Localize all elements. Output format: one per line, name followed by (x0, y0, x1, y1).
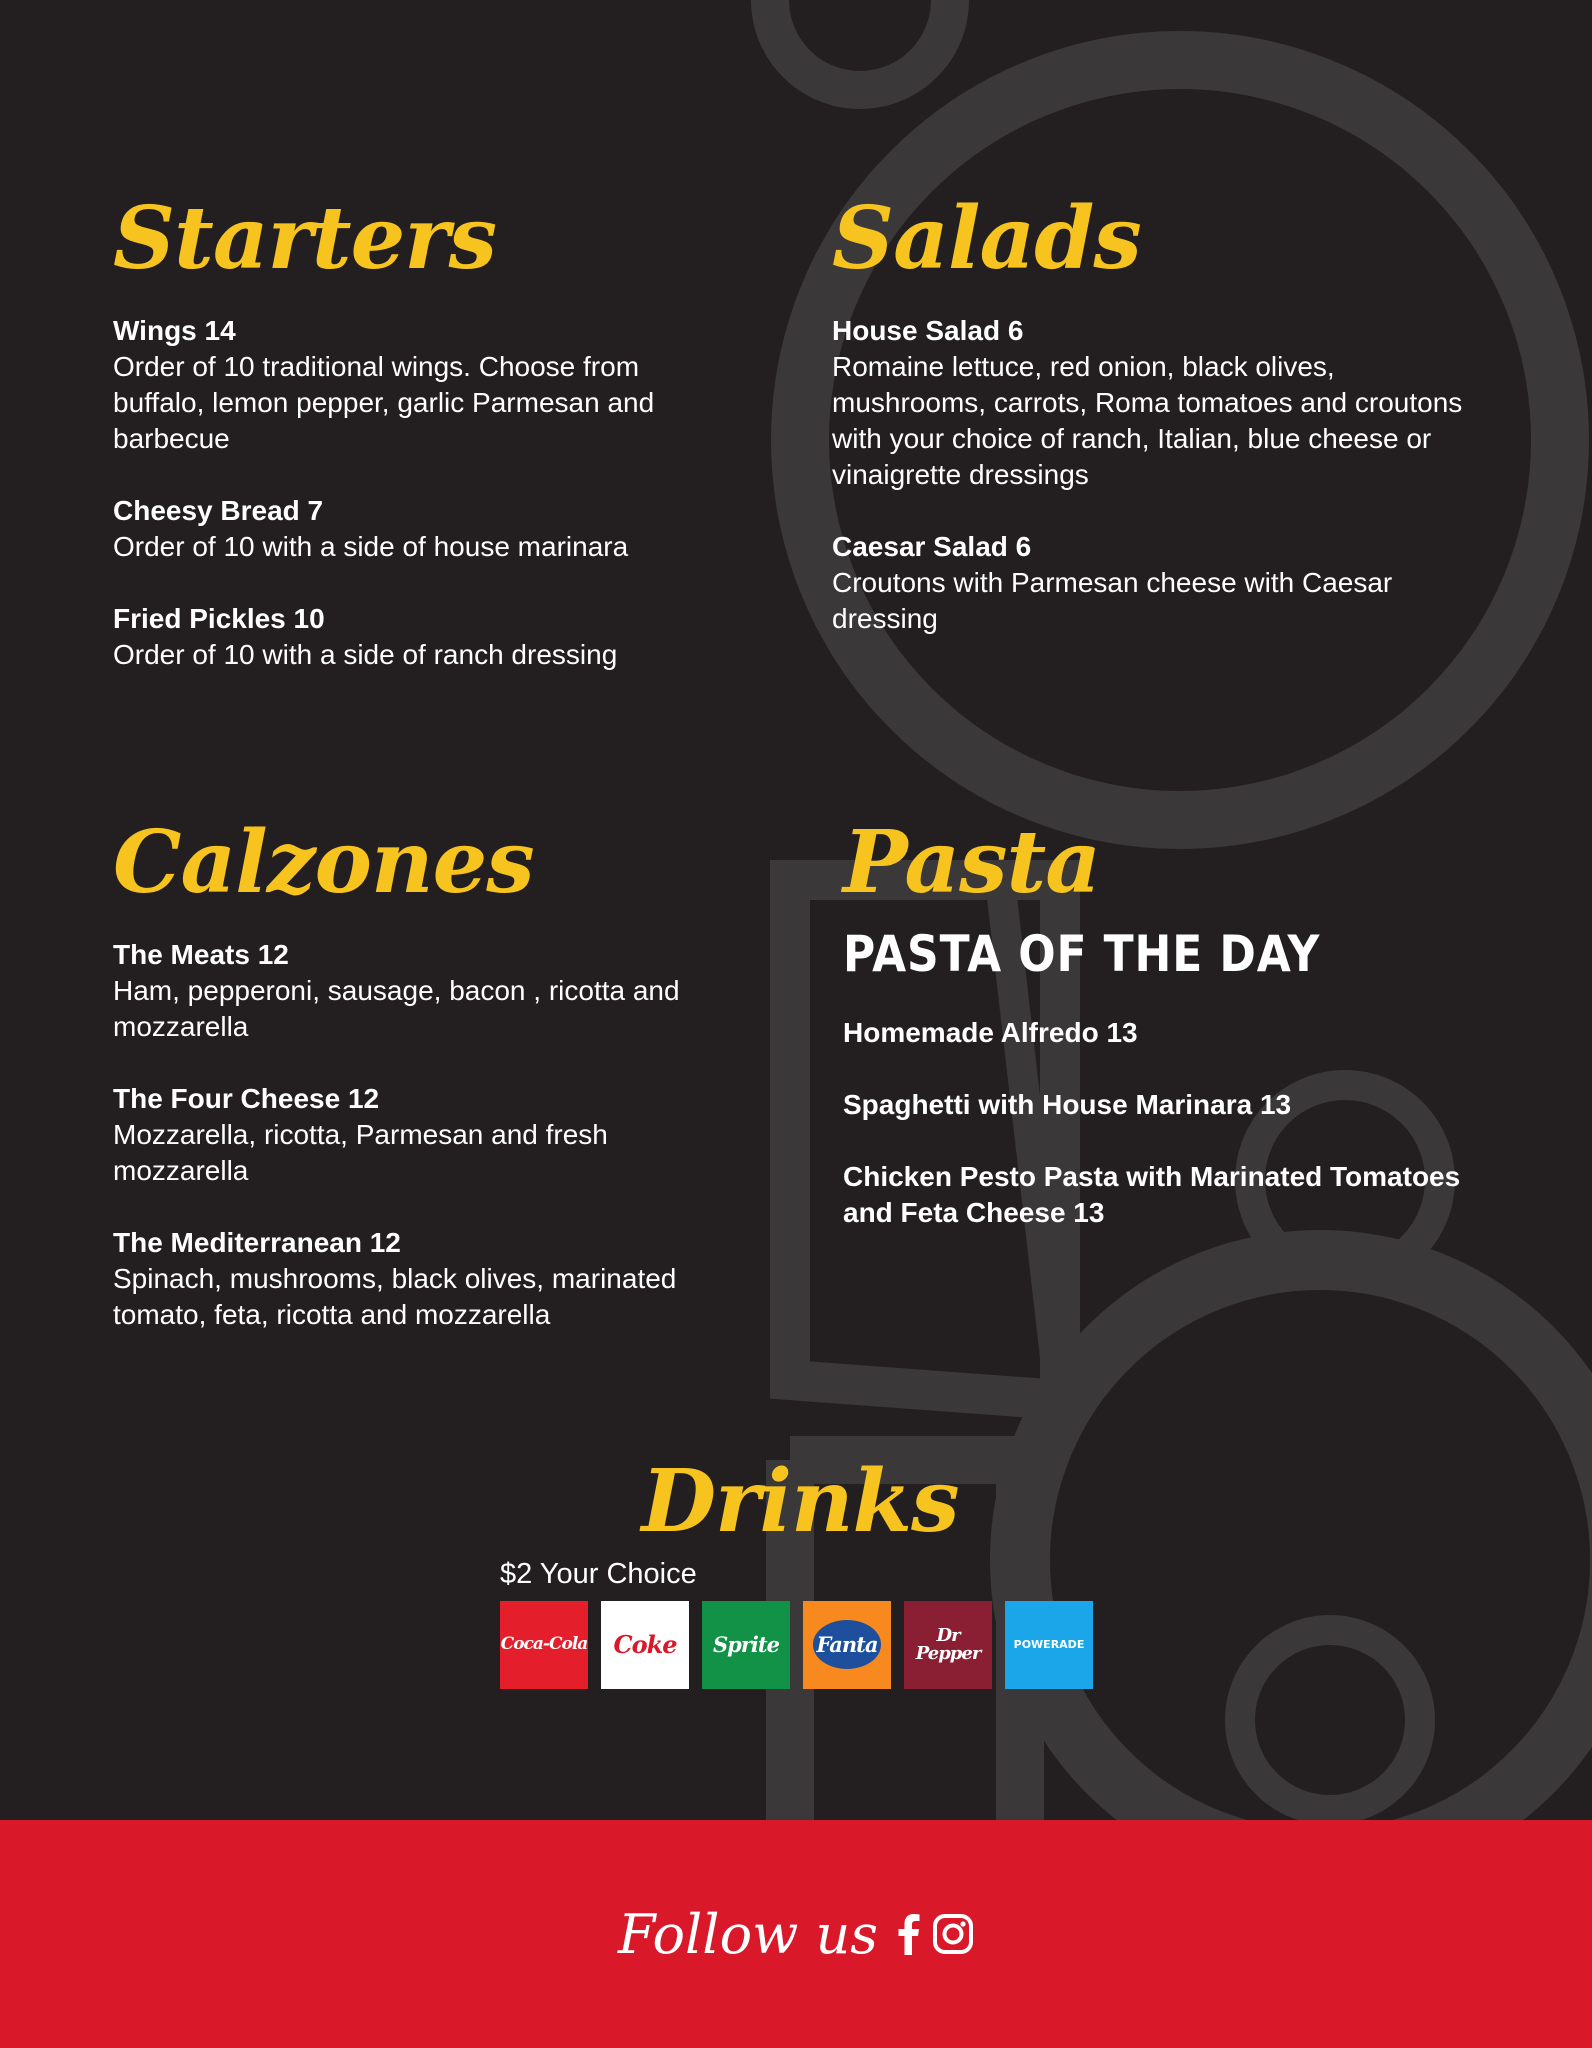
pasta-of-the-day-heading: PASTA OF THE DAY (843, 924, 1321, 983)
item-description: Ham, pepperoni, sausage, bacon , ricotta and mozzarella (113, 974, 680, 1042)
item-name: House Salad 6 (832, 314, 1024, 346)
menu-item (113, 1225, 733, 1333)
item-description: Order of 10 traditional wings. Choose from buffalo, lemon pepper, garlic Parmesan and barbecue (113, 350, 655, 454)
drinks-price: $2 Your Choice (500, 1557, 697, 1590)
salads-section (832, 188, 1472, 673)
powerade-logo (1005, 1601, 1093, 1689)
brand-label: Coke (613, 1629, 677, 1659)
menu-item: Homemade Alfredo 13 (843, 1016, 1138, 1048)
item-name: Cheesy Bread 7 (113, 494, 324, 526)
item-description: Croutons with Parmesan cheese with Caesar dressing (832, 566, 1393, 634)
menu-item (832, 529, 1472, 637)
salads-heading: Salads (832, 188, 1141, 289)
item-description: Order of 10 with a side of ranch dressing (113, 638, 618, 670)
item-name: Caesar Salad 6 (832, 530, 1032, 562)
coca-cola-logo (500, 1601, 588, 1689)
starters-section (113, 188, 713, 709)
follow-us-text: Follow us (618, 1902, 878, 1966)
brand-label: Dr Pepper (915, 1624, 981, 1664)
item-name: The Four Cheese 12 (113, 1082, 380, 1114)
footer (0, 1820, 1592, 2048)
menu-item (113, 493, 713, 565)
item-name: The Meats 12 (113, 938, 289, 970)
diet-coke-logo (601, 1601, 689, 1689)
sprite-logo (702, 1601, 790, 1689)
menu-item: Spaghetti with House Marinara 13 (843, 1088, 1292, 1120)
menu-item (113, 313, 713, 457)
item-name: The Mediterranean 12 (113, 1226, 401, 1258)
calzones-section (113, 812, 733, 1369)
drink-logos (500, 1601, 1100, 1689)
brand-label: Coca-Cola (500, 1634, 588, 1655)
instagram-icon[interactable] (932, 1913, 974, 1955)
brand-label: Sprite (713, 1632, 779, 1658)
menu-item (113, 937, 733, 1045)
calzones-heading: Calzones (113, 812, 534, 913)
fanta-logo (803, 1601, 891, 1689)
starters-heading: Starters (113, 188, 497, 289)
pasta-section (843, 812, 1483, 1267)
brand-label: POWERADE (1013, 1638, 1085, 1652)
drinks-section (500, 1451, 1100, 1689)
menu-item (113, 601, 713, 673)
facebook-icon[interactable] (898, 1913, 920, 1955)
pasta-heading: Pasta (843, 812, 1100, 913)
brand-label: Fanta (813, 1620, 882, 1669)
item-description: Order of 10 with a side of house marinara (113, 530, 629, 562)
menu-item (113, 1081, 733, 1189)
item-name: Fried Pickles 10 (113, 602, 325, 634)
menu-item: Chicken Pesto Pasta with Marinated Tomatoes and Feta Cheese 13 (843, 1160, 1461, 1228)
item-name: Wings 14 (113, 314, 236, 346)
item-description: Romaine lettuce, red onion, black olives, mushrooms, carrots, Roma tomatoes and croutons with your choice of ranch, Italian, blue cheese or vinaigrette dressings (832, 350, 1463, 490)
item-description: Mozzarella, ricotta, Parmesan and fresh mozzarella (113, 1118, 608, 1186)
menu-item (832, 313, 1472, 493)
dr-pepper-logo (904, 1601, 992, 1689)
social-links (898, 1913, 974, 1955)
item-description: Spinach, mushrooms, black olives, marinated tomato, feta, ricotta and mozzarella (113, 1262, 677, 1330)
drinks-heading: Drinks (641, 1451, 959, 1552)
